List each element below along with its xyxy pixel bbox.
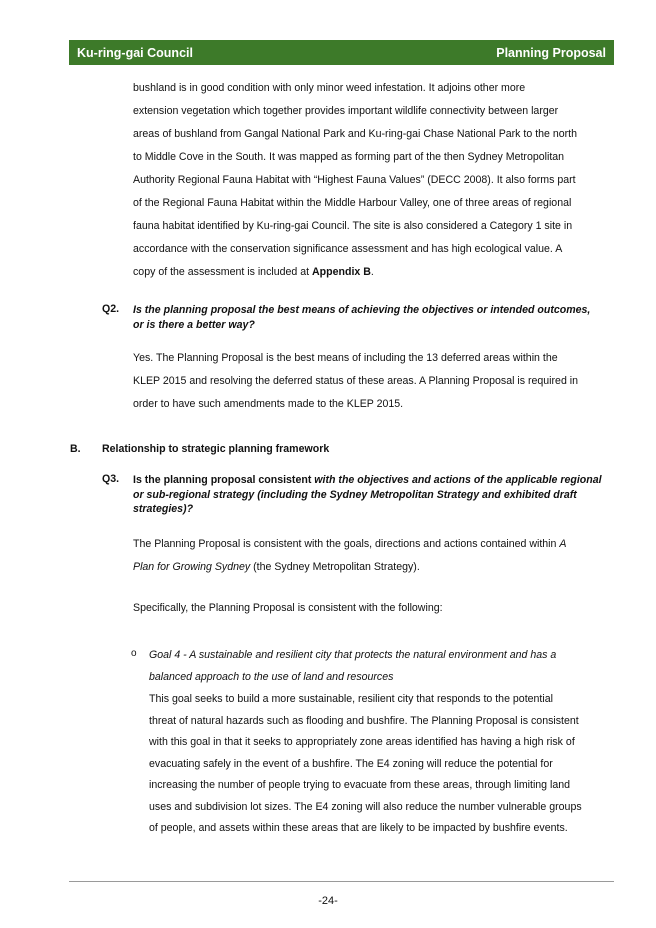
text-line: Authority Regional Fauna Habitat with “Highest Fauna Values” (DECC 2008). It also forms part: [133, 174, 576, 186]
header-council-name: Ku-ring-gai Council: [77, 45, 193, 60]
question-text-rest: with the objectives and actions of the applicable regional or sub-regional strategy (including the Sydney Metropolitan Strategy and exhibited draft strategies)?: [133, 474, 602, 515]
text-line: areas of bushland from Gangal National Park and Ku-ring-gai Chase National Park to the north: [133, 128, 578, 140]
text-line: order to have such amendments made to the KLEP 2015.: [133, 398, 404, 410]
question-text-start: Is the planning proposal consistent: [133, 474, 312, 486]
text-line: with this goal in that it seeks to appropriately zone areas identified has having a high risk of: [149, 736, 575, 748]
strategy-title-part: A: [559, 538, 567, 550]
text-span: .: [370, 266, 374, 278]
text-line: Yes. The Planning Proposal is the best means of including the 13 deferred areas within the: [133, 352, 558, 364]
intro-paragraph: [133, 77, 603, 284]
section-title: Relationship to strategic planning framework: [102, 443, 330, 455]
text-span: copy of the assessment is included at: [133, 266, 313, 278]
text-line: Goal 4 - A sustainable and resilient city that protects the natural environment and has a: [149, 649, 557, 661]
text-line: fauna habitat identified by Ku-ring-gai Council. The site is also considered a Category 1 site in: [133, 220, 573, 232]
page-header: [69, 40, 614, 65]
page-number: -24-: [318, 895, 338, 907]
text-line: increasing the number of people trying to evacuate from these areas, through limiting land: [149, 779, 571, 791]
question-text-q2: Is the planning proposal the best means of achieving the objectives or intended outcomes, or is there a better way?: [133, 304, 591, 331]
text-line: to Middle Cove in the South. It was mapped as forming part of the then Sydney Metropolitan: [133, 151, 565, 163]
appendix-reference: Appendix B: [312, 266, 371, 278]
specifically-line: Specifically, the Planning Proposal is consistent with the following:: [133, 602, 443, 614]
text-line: uses and subdivision lot sizes. The E4 zoning will also reduce the number vulnerable groups: [149, 800, 582, 813]
text-line: of the Regional Fauna Habitat within the Middle Harbour Valley, one of three areas of regional: [133, 197, 572, 209]
answer-q2: [133, 347, 578, 416]
question-text-q3: [133, 473, 603, 517]
strategy-title: Plan for Growing Sydney: [133, 561, 251, 573]
text-line: [133, 556, 566, 579]
header-document-title: Planning Proposal: [496, 45, 606, 60]
text-line: KLEP 2015 and resolving the deferred status of these areas. A Planning Proposal is required in: [133, 375, 579, 387]
question-label-q2: Q2.: [102, 303, 120, 315]
text-line: This goal seeks to build a more sustainable, resilient city that responds to the potential: [149, 693, 553, 705]
text-span: (the Sydney Metropolitan Strategy).: [250, 561, 420, 573]
text-line: bushland is in good condition with only minor weed infestation. It adjoins other more: [133, 82, 526, 94]
text-line: [133, 533, 566, 556]
section-letter: B.: [70, 443, 81, 455]
text-line: evacuating safely in the event of a bushfire. The E4 zoning will reduce the potential for: [149, 757, 553, 770]
text-line: extension vegetation which together provides important wildlife connectivity between larger: [133, 105, 559, 117]
text-line: balanced approach to the use of land and resources: [149, 670, 394, 683]
text-line: threat of natural hazards such as flooding and bushfire. The Planning Proposal is consistent: [149, 714, 579, 727]
question-label-q3: Q3.: [102, 473, 120, 485]
text-line-last: [133, 261, 603, 284]
goal-body: [149, 689, 609, 840]
goal-title: [149, 645, 589, 688]
bullet-marker: o: [131, 648, 137, 659]
answer-q3: [133, 533, 566, 579]
text-line: of people, and assets within these areas that are likely to be impacted by bushfire events.: [149, 822, 568, 834]
text-span: The Planning Proposal is consistent with the goals, directions and actions contained within: [133, 538, 560, 550]
footer-divider: [69, 881, 614, 882]
text-line: accordance with the conservation significance assessment and has high ecological value. A: [133, 243, 563, 255]
